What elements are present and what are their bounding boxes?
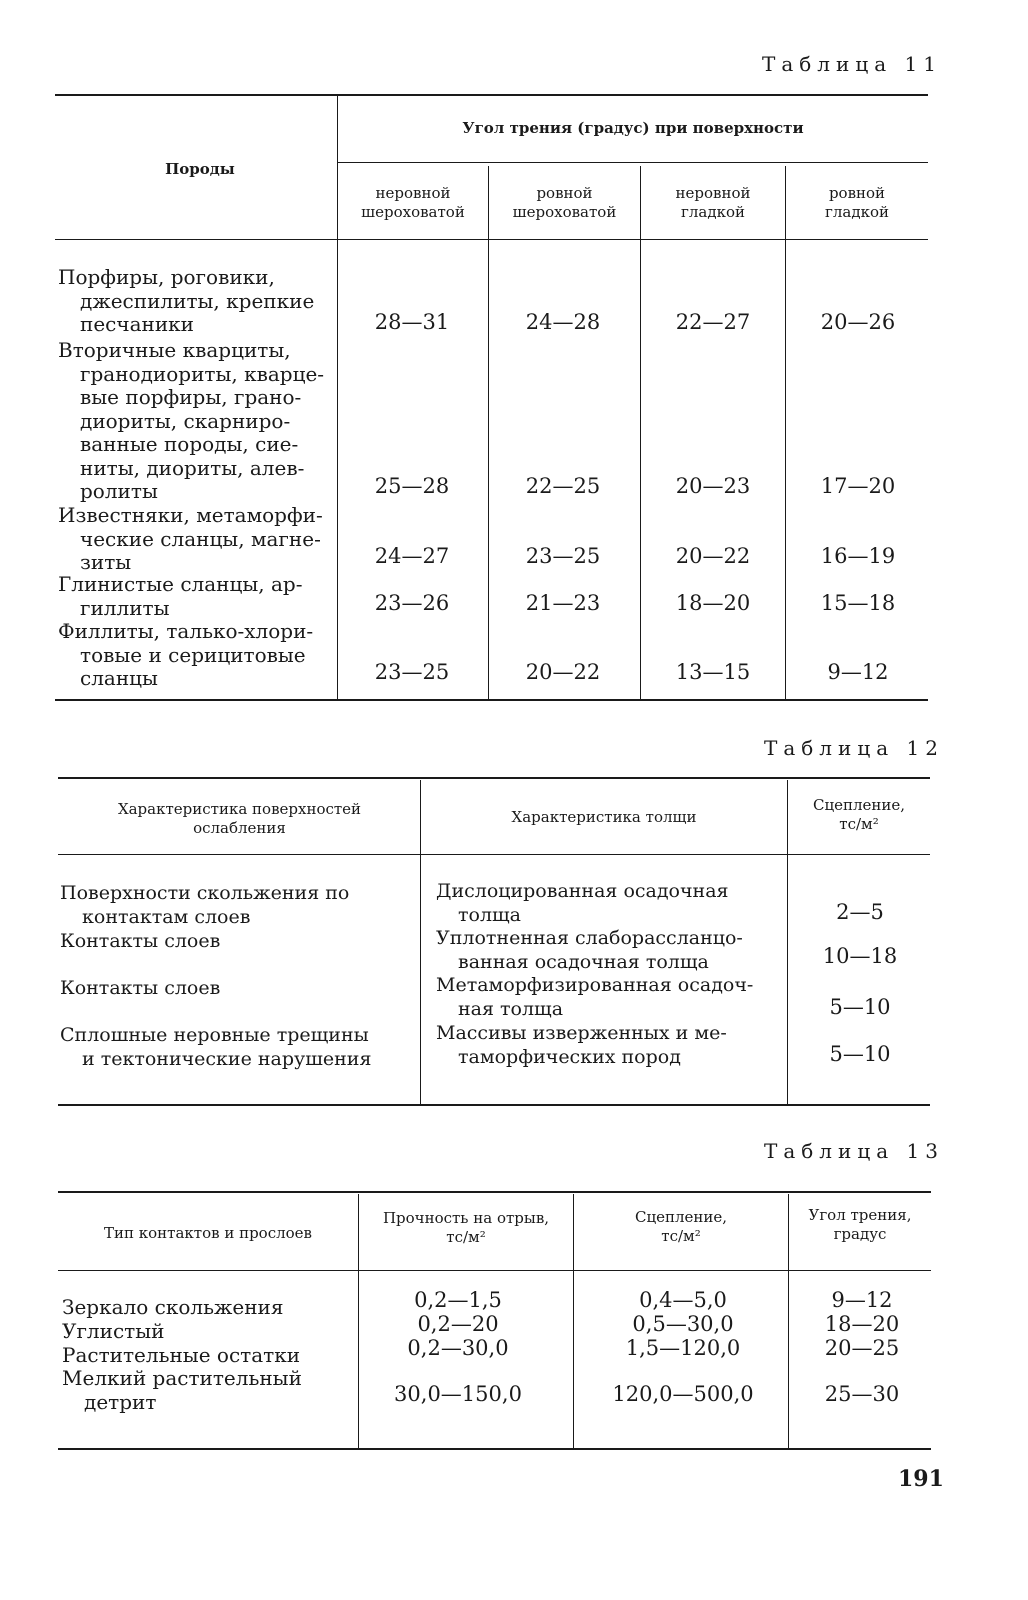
stratum-characteristic-line: Метаморфизированная осадоч-	[436, 974, 754, 996]
table-top-rule	[58, 777, 930, 779]
contact-type-line: Углистый	[62, 1319, 165, 1343]
rock-name-line: Известняки, метаморфи-	[58, 503, 323, 527]
column-header-friction-line: Угол трения,	[808, 1206, 912, 1224]
stratum-characteristic-line: таморфических пород	[458, 1045, 681, 1068]
table-top-rule	[58, 1191, 931, 1193]
stratum-characteristic-line: Массивы изверженных и ме-	[436, 1022, 727, 1044]
friction-angle-value: 16—19	[820, 544, 896, 568]
column-header-cohesion-line: тс/м²	[839, 815, 879, 833]
weakness-surface-line: Контакты слоев	[60, 977, 221, 999]
weakness-surface-line: и тектонические нарушения	[82, 1047, 372, 1070]
cohesion-value: 10—18	[822, 944, 898, 968]
column-header-cohesion	[574, 1208, 788, 1246]
weakness-surface	[60, 977, 398, 1001]
cohesion-value: 0,5—30,0	[632, 1312, 734, 1336]
rock-name	[58, 573, 336, 620]
friction-angle-value: 25—28	[374, 474, 450, 498]
stratum-characteristic-line: ванная осадочная толща	[458, 950, 709, 973]
column-header-line: шероховатой	[512, 203, 617, 221]
friction-angle-value: 9—12	[831, 1288, 893, 1312]
contact-type	[62, 1320, 356, 1344]
rock-name-line: товые и серицитовые	[80, 642, 306, 667]
rock-name-line: вые порфиры, грано-	[80, 385, 302, 409]
weakness-surface-line: контактам слоев	[82, 905, 251, 928]
contact-type	[62, 1296, 356, 1320]
friction-angle-value: 20—22	[525, 660, 601, 684]
group-header	[338, 119, 928, 138]
rock-name-line: ролиты	[80, 479, 158, 503]
rock-name-line: ванные породы, сие-	[80, 432, 299, 456]
rock-name-line: зиты	[80, 550, 132, 574]
weakness-surface	[60, 1024, 398, 1071]
stratum-characteristic	[436, 880, 776, 927]
rock-name	[58, 339, 336, 504]
column-header-cohesion	[788, 796, 930, 834]
header-bottom-rule	[58, 854, 930, 855]
column-header-surface-line: Характеристика поверхностей	[117, 800, 362, 818]
column-header-friction	[789, 1206, 931, 1244]
stratum-characteristic	[436, 927, 776, 974]
column-header-line: неровной	[675, 184, 751, 202]
column-header	[489, 184, 640, 222]
column-header-surface	[62, 800, 417, 838]
friction-angle-value: 20—23	[675, 474, 751, 498]
rock-name-line: диориты, скарниро-	[80, 408, 291, 433]
column-header-cohesion-line: Сцепление,	[812, 796, 906, 814]
column-header-tensile-line: Прочность на отрыв,	[382, 1209, 550, 1227]
contact-type-line: Зеркало скольжения	[62, 1295, 284, 1319]
column-header-cohesion-line: тс/м²	[661, 1227, 701, 1245]
column-header-friction-line: градус	[833, 1225, 887, 1243]
column-header	[338, 184, 488, 222]
weakness-surface	[60, 930, 398, 954]
rock-name-line: ниты, диориты, алев-	[80, 455, 305, 480]
table-bottom-rule	[55, 699, 928, 701]
column-header	[786, 184, 928, 222]
stratum-characteristic-line: толща	[458, 903, 522, 926]
column-header-surface-line: ослабления	[193, 819, 286, 837]
table-caption: Таблица 12	[764, 736, 944, 760]
friction-angle-value: 18—20	[675, 591, 751, 615]
table-caption: Таблица 11	[762, 52, 942, 76]
rock-name	[58, 620, 336, 691]
contact-type	[62, 1367, 356, 1414]
column-header-line: гладкой	[825, 203, 889, 221]
column-header-type	[62, 1224, 354, 1243]
stratum-characteristic-line: Дислоцированная осадочная	[436, 880, 729, 902]
column-header-line: гладкой	[681, 203, 745, 221]
cohesion-value: 2—5	[836, 900, 884, 924]
column-divider	[640, 166, 641, 699]
column-divider	[420, 780, 421, 1104]
column-divider	[488, 166, 489, 699]
table-bottom-rule	[58, 1104, 930, 1106]
contact-type-line: детрит	[84, 1389, 157, 1414]
friction-angle-value: 9—12	[827, 660, 889, 684]
cohesion-value: 1,5—120,0	[625, 1336, 741, 1360]
friction-angle-value: 17—20	[820, 474, 896, 498]
friction-angle-value: 15—18	[820, 591, 896, 615]
column-header-line: шероховатой	[361, 203, 465, 221]
column-header-line: ровной	[828, 184, 886, 202]
rock-name-line: песчаники	[80, 312, 195, 336]
friction-angle-value: 25—30	[824, 1382, 900, 1406]
rock-name	[58, 504, 336, 575]
friction-angle-value: 20—26	[820, 310, 896, 334]
tensile-strength-value: 0,2—1,5	[414, 1288, 502, 1312]
friction-angle-value: 24—27	[374, 544, 450, 568]
tensile-strength-value: 0,2—30,0	[407, 1336, 509, 1360]
column-header-line: неровной	[375, 184, 451, 202]
contact-type	[62, 1344, 356, 1368]
column-header-stratum	[421, 808, 787, 827]
group-header-line: Угол трения (градус) при поверхности	[462, 119, 804, 137]
cohesion-value: 5—10	[829, 995, 891, 1019]
column-header-rocks-line: Породы	[165, 160, 235, 178]
rock-name-line: джеспилиты, крепкие	[80, 288, 315, 313]
column-header-tensile-line: тс/м²	[446, 1228, 486, 1246]
header-bottom-rule	[55, 239, 928, 240]
weakness-surface-line: Поверхности скольжения по	[60, 882, 350, 904]
stratum-characteristic	[436, 1022, 776, 1069]
header-bottom-rule	[58, 1270, 931, 1271]
friction-angle-value: 20—22	[675, 544, 751, 568]
group-header-rule	[338, 162, 928, 163]
friction-angle-value: 22—25	[525, 474, 601, 498]
cohesion-value: 5—10	[829, 1042, 891, 1066]
rock-name-line: гранодиориты, кварце-	[80, 361, 325, 386]
page-number: 191	[898, 1466, 944, 1492]
table-top-rule	[55, 94, 928, 96]
stratum-characteristic-line: ная толща	[458, 997, 564, 1020]
cohesion-value: 120,0—500,0	[612, 1382, 754, 1406]
weakness-surface	[60, 882, 398, 929]
tensile-strength-value: 0,2—20	[417, 1312, 499, 1336]
rock-name-line: Порфиры, роговики,	[58, 265, 275, 289]
column-header-tensile	[359, 1209, 573, 1247]
contact-type-line: Мелкий растительный	[62, 1366, 302, 1390]
column-divider	[785, 166, 786, 699]
stratum-characteristic-line: Уплотненная слаборассланцо-	[436, 927, 743, 949]
friction-angle-value: 22—27	[675, 310, 751, 334]
table-caption: Таблица 13	[764, 1139, 944, 1163]
column-header-type-line: Тип контактов и прослоев	[103, 1224, 312, 1242]
friction-angle-value: 28—31	[374, 310, 450, 334]
tensile-strength-value: 30,0—150,0	[394, 1382, 522, 1406]
friction-angle-value: 18—20	[824, 1312, 900, 1336]
rock-name-line: сланцы	[80, 666, 158, 690]
friction-angle-value: 23—26	[374, 591, 450, 615]
rock-name-line: Глинистые сланцы, ар-	[58, 572, 303, 596]
friction-angle-value: 13—15	[675, 660, 751, 684]
rock-name-line: ческие сланцы, магне-	[80, 526, 321, 551]
stratum-characteristic	[436, 974, 776, 1021]
rock-name-line: гиллиты	[80, 595, 170, 620]
friction-angle-value: 20—25	[824, 1336, 900, 1360]
column-header-line: ровной	[536, 184, 593, 202]
cohesion-value: 0,4—5,0	[639, 1288, 727, 1312]
weakness-surface-line: Сплошные неровные трещины	[60, 1024, 369, 1046]
friction-angle-value: 21—23	[525, 591, 601, 615]
rock-name	[58, 266, 336, 337]
column-header-cohesion-line: Сцепление,	[634, 1208, 728, 1226]
weakness-surface-line: Контакты слоев	[60, 930, 221, 952]
column-header-stratum-line: Характеристика толщи	[511, 808, 697, 826]
friction-angle-value: 23—25	[374, 660, 450, 684]
table-bottom-rule	[58, 1448, 931, 1450]
rock-name-line: Филлиты, талько-хлори-	[58, 619, 314, 643]
column-header	[641, 184, 785, 222]
rock-name-line: Вторичные кварциты,	[58, 338, 291, 362]
column-header-rocks	[70, 160, 330, 179]
contact-type-line: Растительные остатки	[62, 1343, 301, 1367]
friction-angle-value: 24—28	[525, 310, 601, 334]
friction-angle-value: 23—25	[525, 544, 601, 568]
